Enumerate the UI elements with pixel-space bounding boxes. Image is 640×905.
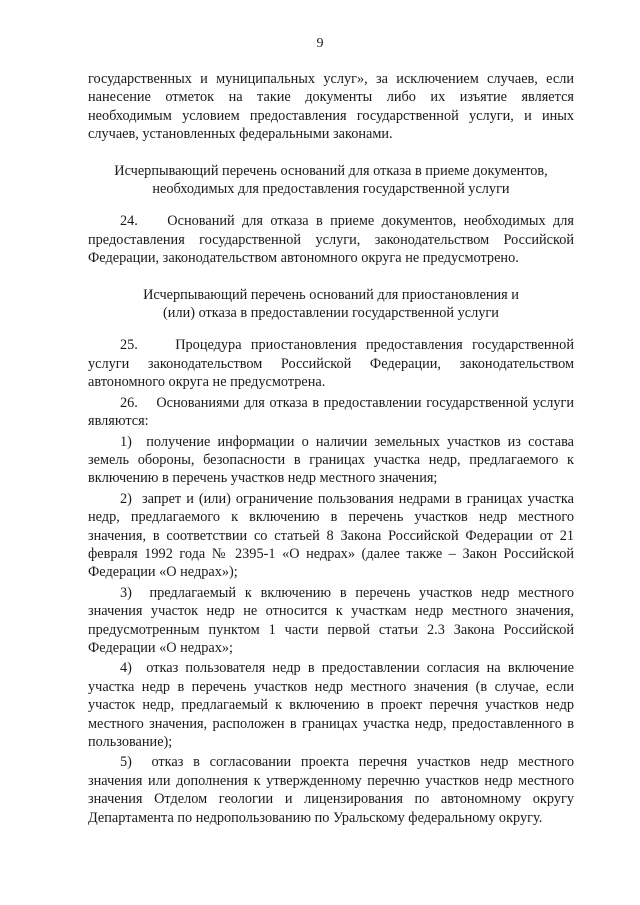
- list-item-3: 3) предлагаемый к включению в перечень участков недр местного значения участок недр не относится к участкам недр местного значения, предусмотренным пунктом 1 части первой статьи 2.3 Закона Российской Федерации «О недрах»;: [88, 584, 574, 656]
- document-body: [88, 70, 574, 827]
- list-item-1: 1) получение информации о наличии земельных участков из состава земель обороны, безопасности в границах участка недр, предлагаемого к включению в перечень участков недр местного значения;: [88, 433, 574, 487]
- heading-refusal-documents: [88, 162, 574, 199]
- heading-line: необходимых для предоставления государственной услуги: [152, 181, 510, 198]
- heading-line: (или) отказа в предоставлении государственной услуги: [163, 305, 499, 322]
- heading-suspension-refusal: [88, 286, 574, 323]
- paragraph-25: 25. Процедура приостановления предоставления государственной услуги законодательством Российской Федерации, законодательством автономного округа не предусмотрена.: [88, 337, 574, 391]
- heading-line: Исчерпывающий перечень оснований для приостановления и: [143, 286, 519, 303]
- page-number: 9: [316, 36, 324, 51]
- paragraph-26: 26. Основаниями для отказа в предоставлении государственной услуги являются:: [88, 394, 574, 430]
- intro-paragraph: государственных и муниципальных услуг», за исключением случаев, если нанесение отметок на такие документы либо их изъятие является необходимым условием предоставления государственной услуги, и иных случаев, установленных федеральными законами.: [88, 71, 574, 143]
- list-item-2: 2) запрет и (или) ограничение пользования недрами в границах участка недр, предлагаемого к включению в перечень участков недр местного значения, в соответствии со статьей 8 Закона Российской Федерации от 21 февраля 1992 года № 2395-1 «О недрах» (далее также – Закон Российской Федерации «О недрах»);: [88, 490, 574, 581]
- paragraph-24: 24. Оснований для отказа в приеме документов, необходимых для предоставления государственной услуги, законодательством Российской Федерации, законодательством автономного округа не предусмотрено.: [88, 213, 574, 267]
- list-item-4: 4) отказ пользователя недр в предоставлении согласия на включение участка недр в перечень участков недр местного значения (в случае, если участок недр, предлагаемый к включению в проект перечня участков недр местного значения, расположен в границах участка недр, предоставленного в пользование);: [88, 660, 574, 750]
- list-item-5: 5) отказ в согласовании проекта перечня участков недр местного значения или дополнения к утвержденному перечню участков недр местного значения Отделом геологии и лицензирования по автономному округу Департамента по недропользованию по Уральскому федеральному округу.: [88, 754, 574, 826]
- heading-line: Исчерпывающий перечень оснований для отказа в приеме документов,: [114, 162, 548, 179]
